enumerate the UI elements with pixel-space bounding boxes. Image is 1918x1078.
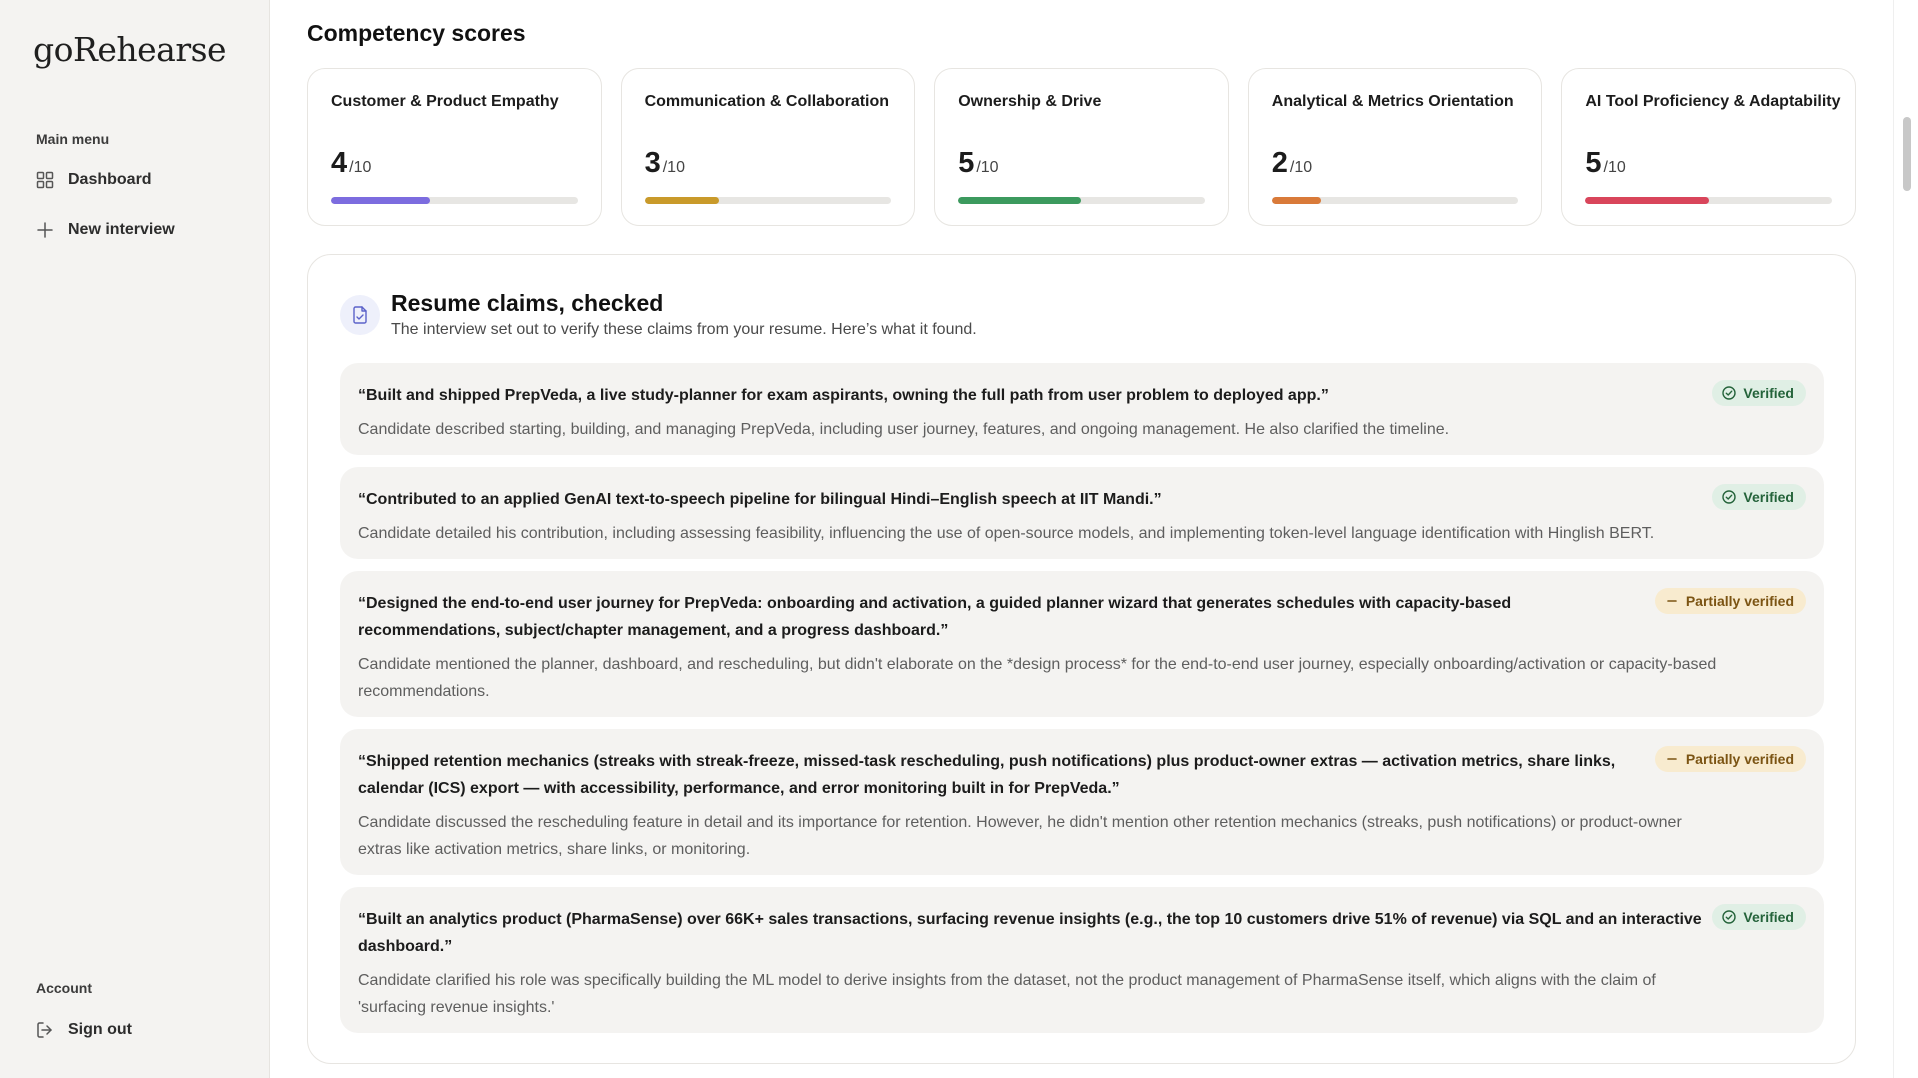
check-circle-icon: [1722, 490, 1736, 504]
score-number: 5: [1585, 147, 1602, 179]
claim-note: [358, 416, 1449, 443]
score-name: Communication & Collaboration: [644, 93, 890, 110]
status-badge: [1655, 588, 1806, 614]
minus-icon: [1665, 752, 1679, 766]
score-bar: [1272, 197, 1519, 204]
score-card: [307, 68, 602, 226]
claims-subtitle: The interview set out to verify these claims from your resume. Here’s what it found.: [391, 321, 977, 338]
claim-line: calendar (ICS) export — with accessibility, performance, and error monitoring built in for PrepVeda.”: [358, 780, 1120, 797]
score-bar-fill: [331, 197, 430, 204]
score-max: /10: [1603, 159, 1626, 176]
score-max: /10: [976, 159, 999, 176]
account-label: Account: [36, 980, 92, 996]
main-content: [270, 0, 1893, 1078]
claim-item: [340, 729, 1824, 875]
claim-item: [340, 363, 1824, 455]
claim-item: [340, 887, 1824, 1033]
score-card: [1561, 68, 1856, 226]
note-line: recommendations.: [358, 683, 490, 700]
score-name: AI Tool Proficiency & Adaptability: [1585, 93, 1841, 110]
claim-item: [340, 467, 1824, 559]
score-card: [621, 68, 916, 226]
score-bar: [331, 197, 578, 204]
note-line: Candidate clarified his role was specifically building the ML model to derive insights from the dataset, not the product management of PharmaSense itself, which aligns with the claim of: [358, 972, 1656, 989]
score-bar: [645, 197, 892, 204]
note-line: Candidate mentioned the planner, dashboard, and rescheduling, but didn't elaborate on the *design process* for the end-to-end user journey, especially onboarding/activation or capacity-based: [358, 656, 1717, 673]
score-max: /10: [1289, 159, 1313, 176]
score-value: [958, 147, 998, 180]
score-max: /10: [662, 159, 685, 176]
claim-line: recommendations, subject/chapter management, and a progress dashboard.”: [358, 622, 949, 639]
score-name: Analytical & Metrics Orientation: [1271, 93, 1514, 110]
sign-out-icon: [36, 1021, 54, 1039]
score-bar-fill: [1272, 197, 1321, 204]
score-number: 2: [1271, 147, 1288, 179]
score-name: Customer & Product Empathy: [331, 93, 559, 110]
page-title: Competency scores: [307, 20, 526, 46]
check-circle-icon: [1722, 386, 1736, 400]
claim-text: [358, 590, 1511, 644]
document-check-icon: [340, 295, 380, 335]
score-number: 4: [331, 147, 348, 179]
sidebar: [0, 0, 270, 1078]
claim-line: “Shipped retention mechanics (streaks with streak-freeze, missed-task rescheduling, push notifications) plus product-owner extras — activation metrics, share links,: [358, 753, 1616, 770]
claim-note: [358, 520, 1654, 547]
score-name: Ownership & Drive: [958, 93, 1102, 110]
sidebar-item-label: Dashboard: [68, 171, 152, 188]
status-label: Partially verified: [1685, 751, 1794, 767]
score-value: [331, 147, 371, 180]
sidebar-item-dashboard[interactable]: [36, 171, 152, 189]
main-menu-label: Main menu: [36, 131, 110, 147]
sidebar-item-label: New interview: [68, 221, 175, 238]
note-line: 'surfacing revenue insights.': [358, 999, 555, 1016]
score-card: [934, 68, 1229, 226]
sign-out-label: Sign out: [68, 1021, 132, 1038]
status-label: Partially verified: [1685, 593, 1794, 609]
status-badge: [1712, 380, 1806, 406]
status-label: Verified: [1743, 489, 1794, 505]
score-number: 3: [644, 147, 661, 179]
score-number: 5: [958, 147, 975, 179]
note-line: Candidate detailed his contribution, including assessing feasibility, influencing the use of open-source models, and implementing token-level language identification with Hinglish BERT.: [358, 525, 1655, 542]
score-value: [1272, 147, 1312, 180]
score-bar-fill: [645, 197, 719, 204]
note-line: Candidate discussed the rescheduling feature in detail and its importance for retention. However, he didn't mention other retention mechanics (streaks, push notifications) or product-owner: [358, 814, 1682, 831]
claim-line: “Designed the end-to-end user journey for PrepVeda: onboarding and activation, a guided planner wizard that generates schedules with capacity-based: [358, 595, 1512, 612]
score-value: [1585, 147, 1625, 180]
page-scrollbar[interactable]: [1893, 0, 1918, 1078]
status-badge: [1655, 746, 1806, 772]
competency-scores: [307, 68, 1856, 226]
claim-line: dashboard.”: [358, 938, 453, 955]
score-bar-fill: [1585, 197, 1708, 204]
resume-claims-panel: [307, 254, 1856, 1064]
scrollbar-thumb[interactable]: [1903, 117, 1911, 191]
score-bar-fill: [958, 197, 1081, 204]
claim-text: [358, 906, 1702, 960]
claim-note: [358, 967, 1656, 1021]
claim-line: “Built an analytics product (PharmaSense) over 66K+ sales transactions, surfacing revenue insights (e.g., the top 10 customers drive 51% of revenue) via SQL and an interactive: [358, 911, 1702, 928]
sidebar-item-new-interview[interactable]: [36, 221, 175, 239]
plus-icon: [36, 221, 54, 239]
score-max: /10: [349, 159, 372, 176]
sign-out-button[interactable]: [36, 1021, 132, 1039]
score-bar: [1585, 197, 1832, 204]
score-value: [645, 147, 685, 180]
claims-title: Resume claims, checked: [391, 290, 664, 316]
note-line: Candidate described starting, building, and managing PrepVeda, including user journey, features, and ongoing management. He also clarified the timeline.: [358, 421, 1450, 438]
score-card: [1248, 68, 1543, 226]
status-label: Verified: [1743, 385, 1794, 401]
claim-text: [358, 748, 1615, 802]
check-circle-icon: [1722, 910, 1736, 924]
status-badge: [1712, 904, 1806, 930]
minus-icon: [1665, 594, 1679, 608]
status-badge: [1712, 484, 1806, 510]
claim-line: “Built and shipped PrepVeda, a live study-planner for exam aspirants, owning the full path from user problem to deployed app.”: [358, 387, 1329, 404]
claim-text: [358, 486, 1162, 513]
claim-note: [358, 651, 1716, 705]
claim-note: [358, 809, 1682, 863]
grid-icon: [36, 171, 54, 189]
score-bar: [958, 197, 1205, 204]
note-line: extras like activation metrics, share links, or monitoring.: [358, 841, 751, 858]
claim-line: “Contributed to an applied GenAI text-to-speech pipeline for bilingual Hindi–English speech at IIT Mandi.”: [358, 491, 1162, 508]
claim-item: [340, 571, 1824, 717]
claim-text: [358, 382, 1329, 409]
status-label: Verified: [1743, 909, 1794, 925]
app-logo[interactable]: goRehearse: [33, 30, 227, 69]
